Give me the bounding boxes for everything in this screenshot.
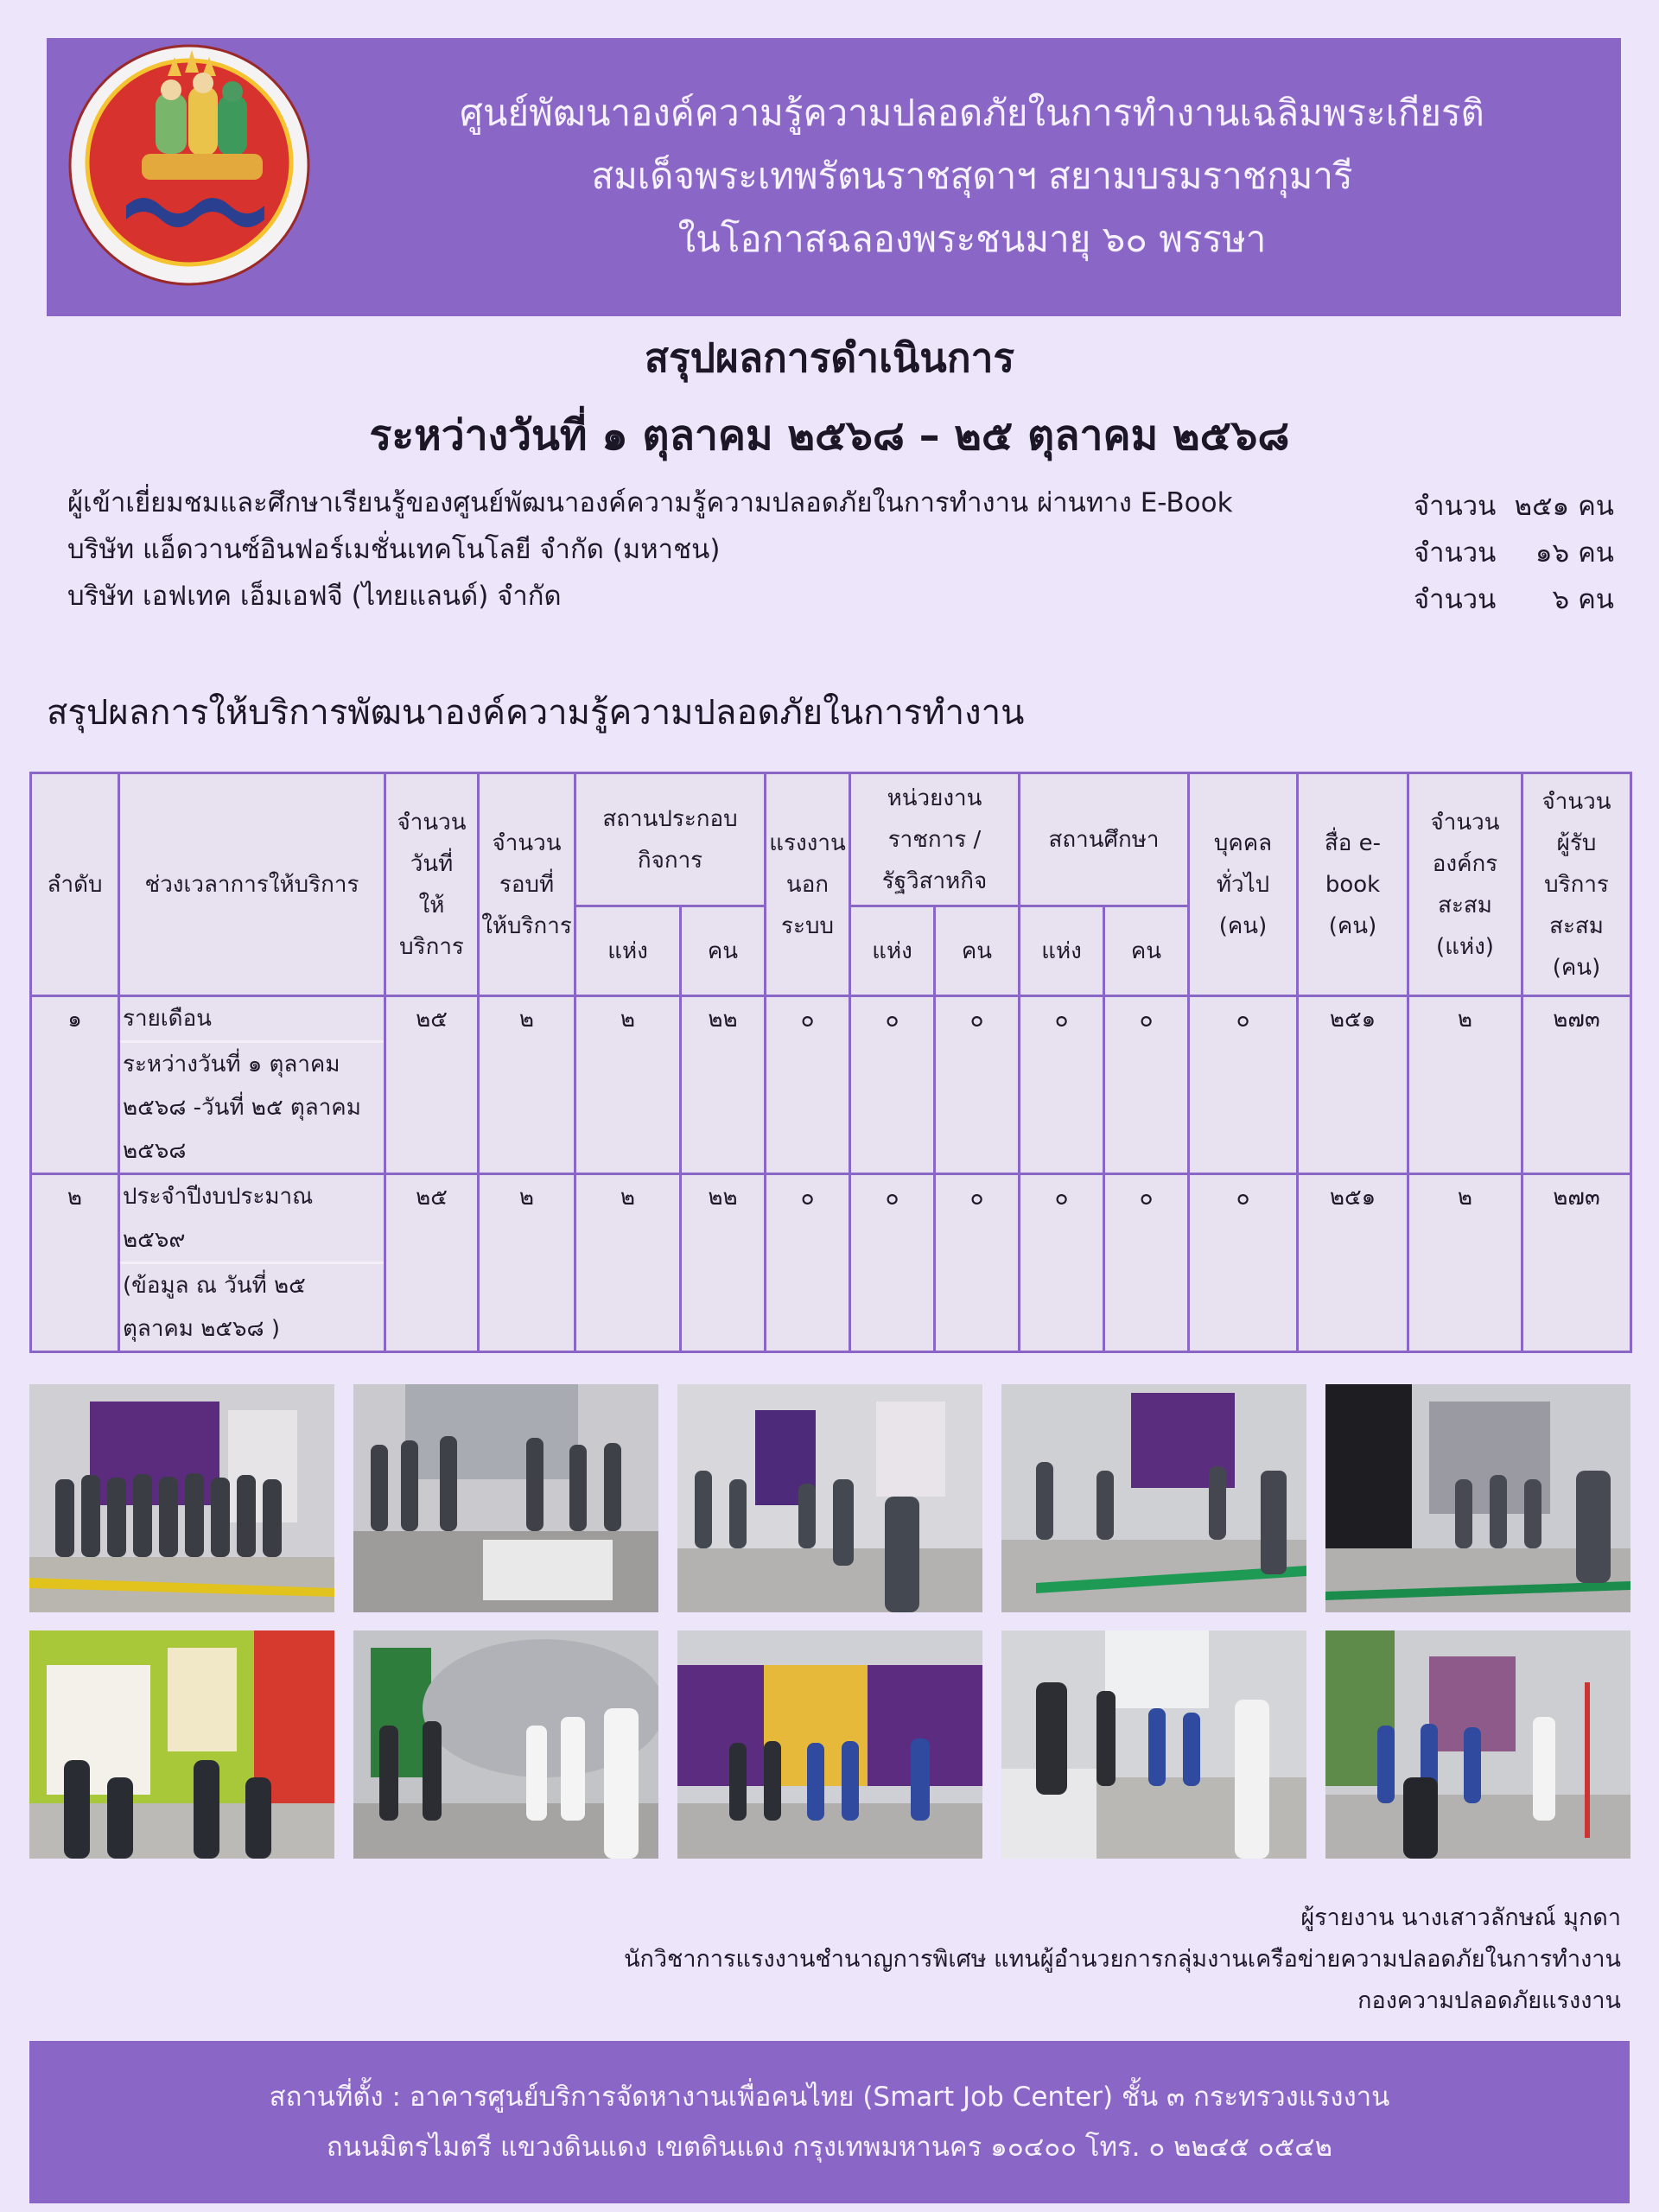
cell-est-person: ๒๒ <box>681 996 766 1174</box>
header-days <box>385 773 479 996</box>
cell-ebook: ๒๕๑ <box>1298 1174 1408 1352</box>
header-banner <box>47 38 1621 316</box>
cell-order: ๑ <box>31 996 119 1174</box>
cell-rounds: ๒ <box>479 996 575 1174</box>
header-order: ลำดับ <box>31 773 119 996</box>
center-name-block <box>358 81 1586 270</box>
cell-school-person: ๐ <box>1104 996 1189 1174</box>
subheader-place: แห่ง <box>1020 906 1104 996</box>
cell-org-total: ๒ <box>1408 996 1522 1174</box>
header-org-total-line: สะสม <box>1438 892 1492 918</box>
cell-gov-person: ๐ <box>935 1174 1020 1352</box>
visitor-count-label: จำนวน <box>1414 584 1497 615</box>
cell-informal: ๐ <box>766 1174 850 1352</box>
header-government <box>850 773 1020 906</box>
group-photo <box>1001 1384 1306 1612</box>
header-rounds <box>479 773 575 996</box>
header-rounds-line: รอบที่ <box>499 871 555 898</box>
header-people-total-line: จำนวน <box>1541 788 1611 815</box>
group-photo <box>677 1630 982 1859</box>
visitor-list <box>67 480 1614 620</box>
footer-location-line: สถานที่ตั้ง : อาคารศูนย์บริการจัดหางานเพื่อคนไทย (Smart Job Center) ชั้น ๓ กระทรวงแรงงาน <box>269 2082 1390 2113</box>
visitor-row <box>67 480 1614 527</box>
visitor-name: บริษัท แอ็ดวานซ์อินฟอร์เมชั่นเทคโนโลยี จำกัด (มหาชน) <box>67 534 721 565</box>
header-org-total-line: จำนวน <box>1430 809 1500 836</box>
header-line-2: สมเด็จพระเทพรัตนราชสุดาฯ สยามบรมราชกุมารี <box>591 155 1353 197</box>
header-government-line: หน่วยงาน <box>887 785 982 811</box>
header-public-line: (คน) <box>1218 912 1268 939</box>
cell-ebook: ๒๕๑ <box>1298 996 1408 1174</box>
cell-order: ๒ <box>31 1174 119 1352</box>
cell-people-total: ๒๗๓ <box>1522 1174 1631 1352</box>
visitor-count: ๑๖ คน <box>1535 537 1614 569</box>
cell-school-place: ๐ <box>1020 1174 1104 1352</box>
period-detail: ระหว่างวันที่ ๑ ตุลาคม ๒๕๖๘ -วันที่ ๒๕ ตุลาคม ๒๕๖๘ <box>120 1040 384 1173</box>
reporter-division: กองความปลอดภัยแรงงาน <box>1357 1987 1621 2014</box>
header-ebook-line: book <box>1325 871 1381 898</box>
group-photo <box>1325 1384 1630 1612</box>
group-photo <box>29 1384 334 1612</box>
group-photo <box>1001 1630 1306 1859</box>
service-summary-table <box>29 772 1632 1353</box>
group-photo <box>353 1384 658 1612</box>
section-title: สรุปผลการให้บริการพัฒนาองค์ความรู้ความปลอดภัยในการทำงาน <box>47 693 1025 733</box>
header-line-1: ศูนย์พัฒนาองค์ความรู้ความปลอดภัยในการทำงานเฉลิมพระเกียรติ <box>460 92 1484 134</box>
cell-days: ๒๕ <box>385 996 479 1174</box>
cell-rounds: ๒ <box>479 1174 575 1352</box>
visitor-count: ๖ คน <box>1552 584 1614 615</box>
header-school: สถานศึกษา <box>1020 773 1189 906</box>
subheader-person: คน <box>681 906 766 996</box>
cell-school-place: ๐ <box>1020 996 1104 1174</box>
header-public-line: ทั่วไป <box>1216 871 1270 898</box>
cell-gov-place: ๐ <box>850 996 935 1174</box>
report-period: ระหว่างวันที่ ๑ ตุลาคม ๒๕๖๘ – ๒๕ ตุลาคม ๒๕๖๘ <box>369 411 1290 460</box>
header-establishments-line: สถานประกอบ <box>602 805 738 832</box>
cell-public: ๐ <box>1189 996 1298 1174</box>
reporter-position: นักวิชาการแรงงานชำนาญการพิเศษ แทนผู้อำนวยการกลุ่มงานเครือข่ายความปลอดภัยในการทำงาน <box>624 1946 1621 1973</box>
group-photo <box>1325 1630 1630 1859</box>
cell-people-total: ๒๗๓ <box>1522 996 1631 1174</box>
visitor-count-label: จำนวน <box>1414 491 1497 522</box>
header-days-line: จำนวน <box>397 809 467 836</box>
header-people-total-line: สะสม <box>1549 912 1604 939</box>
cell-informal: ๐ <box>766 996 850 1174</box>
header-people-total <box>1522 773 1631 996</box>
period-main: รายเดือน <box>123 1006 212 1032</box>
reporter-name: ผู้รายงาน นางเสาวลักษณ์ มุกดา <box>1300 1904 1621 1931</box>
header-ebook-line: สื่อ e- <box>1324 830 1382 856</box>
header-ebook-line: (คน) <box>1328 912 1377 939</box>
cell-public: ๐ <box>1189 1174 1298 1352</box>
header-informal-line: ระบบ <box>781 912 834 939</box>
header-rounds-line: จำนวน <box>492 830 562 856</box>
period-detail: (ข้อมูล ณ วันที่ ๒๕ ตุลาคม ๒๕๖๘ ) <box>120 1262 384 1351</box>
group-photo <box>29 1630 334 1859</box>
header-ebook <box>1298 773 1408 996</box>
header-org-total <box>1408 773 1522 996</box>
header-public <box>1189 773 1298 996</box>
group-photo <box>677 1384 982 1612</box>
cell-gov-person: ๐ <box>935 996 1020 1174</box>
header-period: ช่วงเวลาการให้บริการ <box>119 773 385 996</box>
cell-period <box>119 1174 385 1352</box>
subheader-place: แห่ง <box>575 906 681 996</box>
header-org-total-line: (แห่ง) <box>1436 933 1494 960</box>
cell-period <box>119 996 385 1174</box>
cell-days: ๒๕ <box>385 1174 479 1352</box>
visitor-name: บริษัท เอฟเทค เอ็มเอฟจี (ไทยแลนด์) จำกัด <box>67 581 562 612</box>
header-informal-line: แรงงาน <box>769 830 846 856</box>
table-row <box>31 996 1631 1174</box>
period-main: ประจำปีงบประมาณ ๒๕๖๙ <box>123 1184 314 1253</box>
footer-address <box>29 2041 1630 2203</box>
header-public-line: บุคคล <box>1213 830 1273 856</box>
header-establishments-line: กิจการ <box>637 847 703 874</box>
header-government-line: รัฐวิสาหกิจ <box>881 868 988 894</box>
visitor-row <box>67 574 1614 620</box>
cell-school-person: ๐ <box>1104 1174 1189 1352</box>
header-org-total-line: องค์กร <box>1432 850 1498 877</box>
cell-est-place: ๒ <box>575 996 681 1174</box>
header-establishments <box>575 773 766 906</box>
subheader-person: คน <box>935 906 1020 996</box>
header-rounds-line: ให้บริการ <box>481 912 572 939</box>
subheader-place: แห่ง <box>850 906 935 996</box>
header-people-total-line: ผู้รับบริการ <box>1544 830 1609 898</box>
cell-org-total: ๒ <box>1408 1174 1522 1352</box>
report-title: สรุปผลการดำเนินการ <box>644 334 1015 381</box>
visitor-count-label: จำนวน <box>1414 537 1497 569</box>
cell-est-place: ๒ <box>575 1174 681 1352</box>
table-row <box>31 1174 1631 1352</box>
header-line-3: ในโอกาสฉลองพระชนมายุ ๖๐ พรรษา <box>677 218 1267 260</box>
header-informal-labor <box>766 773 850 996</box>
group-photo <box>353 1630 658 1859</box>
header-people-total-line: (คน) <box>1552 954 1601 981</box>
header-days-line: วันที่ <box>410 850 454 877</box>
header-informal-line: นอก <box>785 871 830 898</box>
cell-est-person: ๒๒ <box>681 1174 766 1352</box>
subheader-person: คน <box>1104 906 1189 996</box>
table-header-row <box>31 773 1631 906</box>
department-logo <box>66 41 313 289</box>
footer-address-line: ถนนมิตรไมตรี แขวงดินแดง เขตดินแดง กรุงเทพมหานคร ๑๐๔๐๐ โทร. ๐ ๒๒๔๕ ๐๕๔๒ <box>326 2132 1333 2163</box>
visitor-count: ๒๕๑ คน <box>1514 491 1614 522</box>
reporter-block <box>624 1897 1621 2022</box>
header-government-line: ราชการ / <box>887 826 982 853</box>
visitor-name: ผู้เข้าเยี่ยมชมและศึกษาเรียนรู้ของศูนย์พัฒนาองค์ความรู้ความปลอดภัยในการทำงาน ผ่านทาง E-Book <box>67 487 1233 518</box>
header-days-line: ให้บริการ <box>399 892 464 960</box>
visitor-row <box>67 527 1614 574</box>
cell-gov-place: ๐ <box>850 1174 935 1352</box>
